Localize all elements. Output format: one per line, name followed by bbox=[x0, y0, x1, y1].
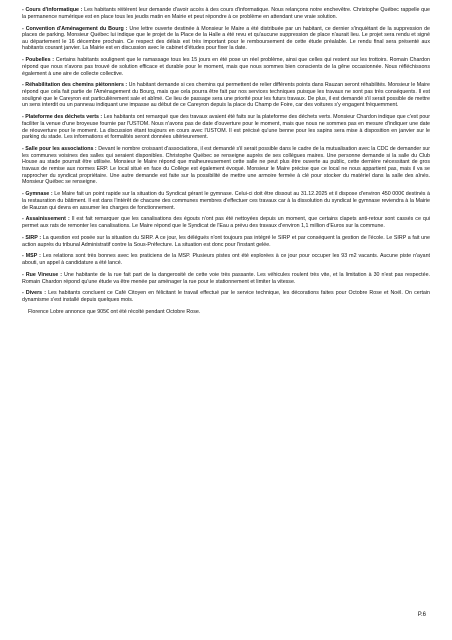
paragraph-body: Les habitants concluent ce Café Citoyen en félicitant le travail effectué par le service technique, les décorations faites pour Octobre Rose et Noël. On certain dynamisme s'est installé depuis quelques mois. bbox=[22, 290, 431, 304]
paragraph-body: Les habitants ont remarqué que des travaux avaient été faits sur la plateforme des déchets verts. Monsieur Chardon indique que c'est pour faciliter la venue d'une broyeuse fournie par l'USTOM. Nous n'avons pas de date d'ouverture pour le moment, mais que nous ne sommes pas en mesure d'indiquer une date de réouverture pour le moment. La discussion étant toujours en cours avec l'USTOM. Il est précisé qu'une benne pour les sapins sera mise à disposition en janvier sur le parking du stade. Les informations et formalités seront données ultérieurement. bbox=[22, 114, 430, 141]
notes-paragraph bbox=[22, 290, 430, 303]
paragraph-body: Les relations sont très bonnes avec les praticiens de la MSP. Plusieurs pistes ont été explorées à ce jour pour occuper les 93 m2 vacants. Aucune piste n'ayant abouti, un appel à candidature a été lancé. bbox=[22, 253, 431, 267]
paragraph-heading: - Poubelles : bbox=[22, 57, 55, 64]
notes-paragraph bbox=[22, 114, 430, 141]
paragraph-heading: - Gymnase : bbox=[22, 191, 53, 198]
paragraph-heading: - Plateforme des déchets verts : bbox=[22, 114, 103, 121]
notes-paragraph bbox=[22, 235, 430, 248]
notes-paragraph bbox=[22, 57, 430, 77]
closing-note: Florence Lobre annonce que 905€ ont été récolté pendant Octobre Rose. bbox=[28, 308, 201, 315]
paragraph-body: Le Maire fait un point rapide sur la situation du Syndicat gérant le gymnase. Celui-ci doit être dissout au 31.12.2025 et il dispose d'environ 450 000€ destinés à la restauration du bâtiment. Il est dans l'intérêt de chacune des communes membres d'effectuer ces travaux car à la dissolution du syndicat le gymnase reviendra à la Mairie de Rauzan qui devra en assumer les charges de fonctionnement. bbox=[22, 191, 430, 211]
paragraph-body: Une habitante de la rue fait part de la dangerosité de cette voie très passante. Les véhicules roulent très vite, et la limitation à 30 n'est pas respectée. Romain Chardon répond qu'une étude va être menée par aménager la rue pour le stationnement et limiter la vitesse. bbox=[22, 271, 430, 285]
notes-paragraph bbox=[22, 191, 430, 211]
paragraph-body: Devant le nombre croissant d'associations, il est demandé s'il serait possible dans le cadre de la mutualisation avec la CDC de demander sur les communes voisines des salles qui seraient disponibles. Christophe Québec se renseigne auprès de ses collègues maires. Une personne demande si la salle du Club House au stade pourrait être utilisée. Monsieur le Maire répond que malheureusement cette salle ne peut plus être ouverte au public, cette dernière nécessitant de gros travaux de remise aux normes ERP. Le local situé en face du Collège est également évoqué. Monsieur le Maire précise que ce local ne nous appartient pas, mais il va se rapprocher du syndicat propriétaire. Une autre demande est faite sur la possibilité de mettre une armoire fermée à clé pour stocker du matériel dans la salle des aînés. Monsieur Québec se renseigne. bbox=[22, 146, 430, 186]
paragraph-body: Certains habitants soulignent que le ramassage tous les 15 jours en été pose un réel problème, ainsi que celles qui restent sur les trottoirs. Romain Chardon répond que nous n'avons pas trouvé de solution efficace et durable pour le moment, mais que nous sommes bien conscients de la gêne occasionnée. Nous réfléchissons également à une aire de collecte collective. bbox=[22, 57, 430, 77]
paragraph-body: Un habitant demande si ces chemins qui permettent de relier différents points dans Rauzan seront réhabilités. Monsieur le Maire répond que cela fait partie de l'Aménagement du Bourg, mais que cela pourra être fait par nos services techniques puisque les travaux ne sont pas très conséquents. Il est souligné que le Careyron est particulièrement sale et abîmé. Ce lieu de passage sera une priorité pour les futurs travaux. De plus, il est demandé s'il serait possible de mettre un sens interdit ou un panneau indiquant une impasse au début de ce Careyron depuis la place du Champ de Foire, car des voitures s'y engagent fréquemment. bbox=[22, 82, 431, 109]
paragraph-body: Il est fait remarquer que les canalisations des égouts n'ont pas été nettoyées depuis un moment, que certains clapets anti-retour sont cassés ce qui permet aux rats de remonter les canalisations. Le Maire répond que le Syndicat de l'Eau a prévu des travaux d'environ 1,1 million d'Euros sur la commune. bbox=[22, 216, 430, 230]
notes-paragraph bbox=[22, 7, 430, 20]
paragraph-heading: - Salle pour les associations : bbox=[22, 146, 97, 153]
notes-paragraph bbox=[22, 216, 430, 229]
meeting-notes bbox=[22, 7, 430, 304]
notes-paragraph bbox=[22, 253, 430, 266]
paragraph-body: Une lettre ouverte destinée à Monsieur le Maire a été distribuée par un habitant, ce dernier s'inquiétant de la suppression de places de parking. Monsieur Québec lui indique que le projet de la Place de la Halle a été revu et qu'aucune suppression de place n'aurait lieu. Le projet sera rendu et signé au département le 16 décembre prochain. Ce respect des délais est très important pour le remboursement de cette étude préalable. Le rendu final sera présenté aux habitants courant janvier. La Mairie est en discussion avec le cabinet d'études pour fixer la date. bbox=[22, 25, 430, 52]
paragraph-heading: - Réhabilitation des chemins piétonniers : bbox=[22, 82, 128, 89]
paragraph-heading: - Divers : bbox=[22, 290, 46, 297]
page-number: P.6 bbox=[417, 612, 426, 618]
notes-paragraph bbox=[22, 272, 430, 285]
notes-paragraph bbox=[22, 82, 430, 109]
paragraph-heading: - Cours d'informatique : bbox=[22, 7, 83, 13]
paragraph-heading: - MSP : bbox=[22, 253, 41, 260]
paragraph-heading: - Convention d'Aménagement du Bourg : bbox=[22, 25, 128, 32]
paragraph-heading: - Assainissement : bbox=[22, 216, 70, 223]
notes-paragraph bbox=[22, 146, 430, 186]
paragraph-body: Les habitants réitèrent leur demande d'avoir accès à des cours d'informatique. Nous relançons notre enchevêtre. Christophe Québec rappelle que la permanence numérique est en place tous les jeudis matin en Mairie et peut répondre à ce problème en attendant une vraie solution. bbox=[22, 7, 430, 20]
paragraph-body: La question est posée sur la situation du SIRP. A ce jour, les délégués n'ont toujours pas intégré le SIRP et par conséquent la gestion de l'école. Le SIRP a fait une action auprès du tribunal Administratif contre la Sous-Préfecture. La situation est donc pour l'instant gelée. bbox=[22, 234, 430, 248]
paragraph-heading: - Rue Vineuse : bbox=[22, 271, 62, 278]
notes-paragraph bbox=[22, 26, 430, 53]
paragraph-heading: - SIRP : bbox=[22, 234, 42, 241]
